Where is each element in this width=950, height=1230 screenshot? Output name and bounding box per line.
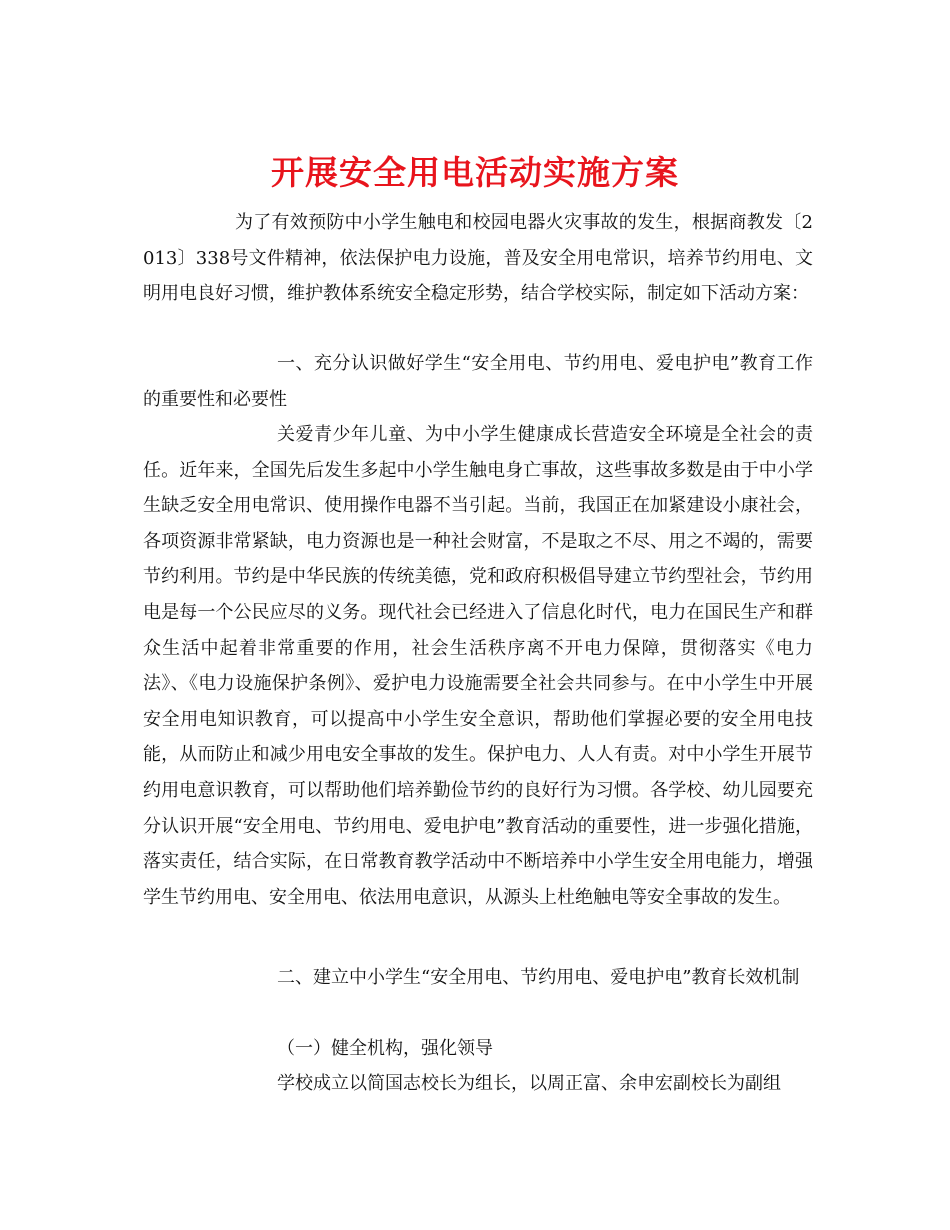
section-heading-2: 二、建立中小学生“安全用电、节约用电、爱电护电”教育长效机制 (277, 967, 800, 988)
intro-paragraph: 为了有效预防中小学生触电和校园电器火灾事故的发生，根据商教发〔2013〕338号文件精神，依法保护电力设施，普及安全用电常识，培养节约用电、文明用电良好习惯，维护教体系统安全稳定形势，结合学校实际，制定如下活动方案： (143, 212, 813, 305)
document-title: 开展安全用电活动实施方案 (271, 153, 679, 193)
section-heading-1: 一、充分认识做好学生“安全用电、节约用电、爱电护电”教育工作的重要性和必要性 (143, 353, 813, 410)
body-paragraph-importance: 关爱青少年儿童、为中小学生健康成长营造安全环境是全社会的责任。近年来，全国先后发生多起中小学生触电身亡事故，这些事故多数是由于中小学生缺乏安全用电常识、使用操作电器不当引起。当前，我国正在加紧建设小康社会，各项资源非常紧缺，电力资源也是一种社会财富，不是取之不尽、用之不竭的，需要节约利用。节约是中华民族的传统美德，党和政府积极倡导建立节约型社会，节约用电是每一个公民应尽的义务。现代社会已经进入了信息化时代，电力在国民生产和群众生活中起着非常重要的作用，社会生活秩序离不开电力保障，贯彻落实《电力法》、《电力设施保护条例》、爱护电力设施需要全社会共同参与。在中小学生中开展安全用电知识教育，可以提高中小学生安全意识，帮助他们掌握必要的安全用电技能，从而防止和减少用电安全事故的发生。保护电力、人人有责。对中小学生开展节约用电意识教育，可以帮助他们培养勤俭节约的良好行为习惯。各学校、幼儿园要充分认识开展“安全用电、节约用电、爱电护电”教育活动的重要性，进一步强化措施，落实责任，结合实际，在日常教育教学活动中不断培养中小学生安全用电能力，增强学生节约用电、安全用电、依法用电意识，从源头上杜绝触电等安全事故的发生。 (143, 424, 813, 908)
body-paragraph-organization: 学校成立以简国志校长为组长，以周正富、余申宏副校长为副组 (277, 1073, 781, 1094)
subsection-heading-1: （一）健全机构，强化领导 (277, 1038, 493, 1059)
